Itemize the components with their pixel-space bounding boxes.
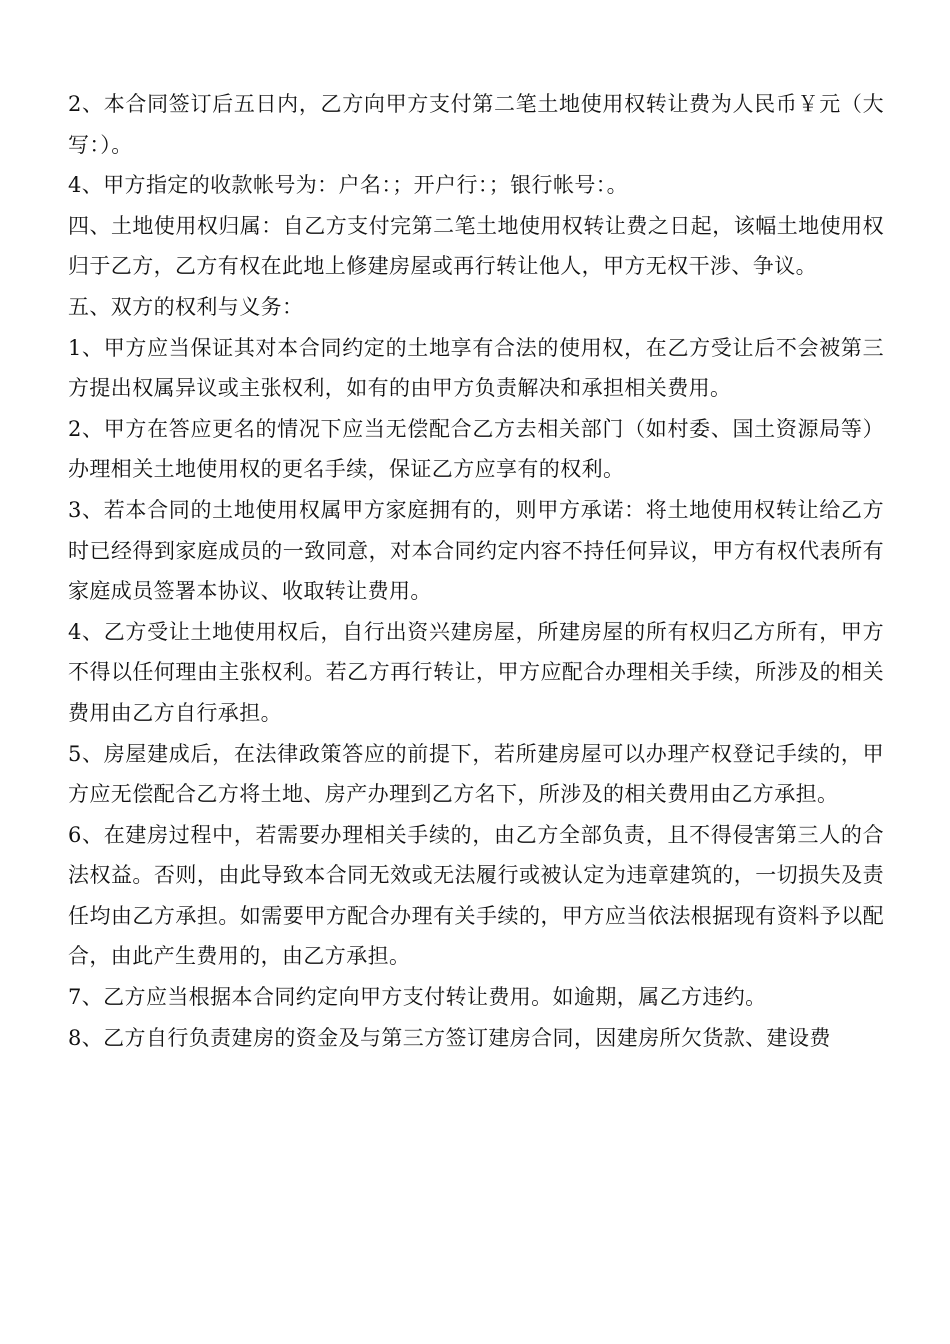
clause-family-consent: 3、若本合同的土地使用权属甲方家庭拥有的，则甲方承诺：将土地使用权转让给乙方时已经得到家庭成员的一致同意，对本合同约定内容不持任何异议，甲方有权代表所有家庭成员签署本协议、收取转让费用。 bbox=[68, 497, 884, 604]
section-land-use-ownership: 四、土地使用权归属：自乙方支付完第二笔土地使用权转让费之日起，该幅土地使用权归于乙方，乙方有权在此地上修建房屋或再行转让他人，甲方无权干涉、争议。 bbox=[68, 213, 884, 279]
clause-rename-procedures: 2、甲方在答应更名的情况下应当无偿配合乙方去相关部门（如村委、国土资源局等）办理相关土地使用权的更名手续，保证乙方应享有的权利。 bbox=[68, 416, 884, 482]
clause-payment-second-installment: 2、本合同签订后五日内，乙方向甲方支付第二笔土地使用权转让费为人民币￥元（大写：）。 bbox=[68, 92, 884, 157]
contract-page bbox=[68, 84, 884, 1058]
clause-lawful-use-right: 1、甲方应当保证其对本合同约定的土地享有合法的使用权，在乙方受让后不会被第三方提出权属异议或主张权利，如有的由甲方负责解决和承担相关费用。 bbox=[68, 335, 884, 401]
clause-construction-procedures: 6、在建房过程中，若需要办理相关手续的，由乙方全部负责，且不得侵害第三人的合法权益。否则，由此导致本合同无效或无法履行或被认定为违章建筑的，一切损失及责任均由乙方承担。如需要甲方配合办理有关手续的，甲方应当依法根据现有资料予以配合，由此产生费用的，由乙方承担。 bbox=[68, 822, 884, 969]
section-rights-obligations-heading: 五、双方的权利与义务： bbox=[68, 294, 304, 319]
clause-property-registration: 5、房屋建成后，在法律政策答应的前提下，若所建房屋可以办理产权登记手续的，甲方应无偿配合乙方将土地、房产办理到乙方名下，所涉及的相关费用由乙方承担。 bbox=[68, 741, 884, 807]
clause-receiving-account: 4、甲方指定的收款帐号为：户名：；开户行：；银行帐号：。 bbox=[68, 173, 629, 198]
clause-self-funded-construction: 4、乙方受让土地使用权后，自行出资兴建房屋，所建房屋的所有权归乙方所有，甲方不得以任何理由主张权利。若乙方再行转让，甲方应配合办理相关手续，所涉及的相关费用由乙方自行承担。 bbox=[68, 619, 884, 725]
clause-construction-funding: 8、乙方自行负责建房的资金及与第三方签订建房合同，因建房所欠货款、建设费 bbox=[68, 1025, 831, 1050]
clause-payment-default: 7、乙方应当根据本合同约定向甲方支付转让费用。如逾期，属乙方违约。 bbox=[68, 985, 767, 1010]
